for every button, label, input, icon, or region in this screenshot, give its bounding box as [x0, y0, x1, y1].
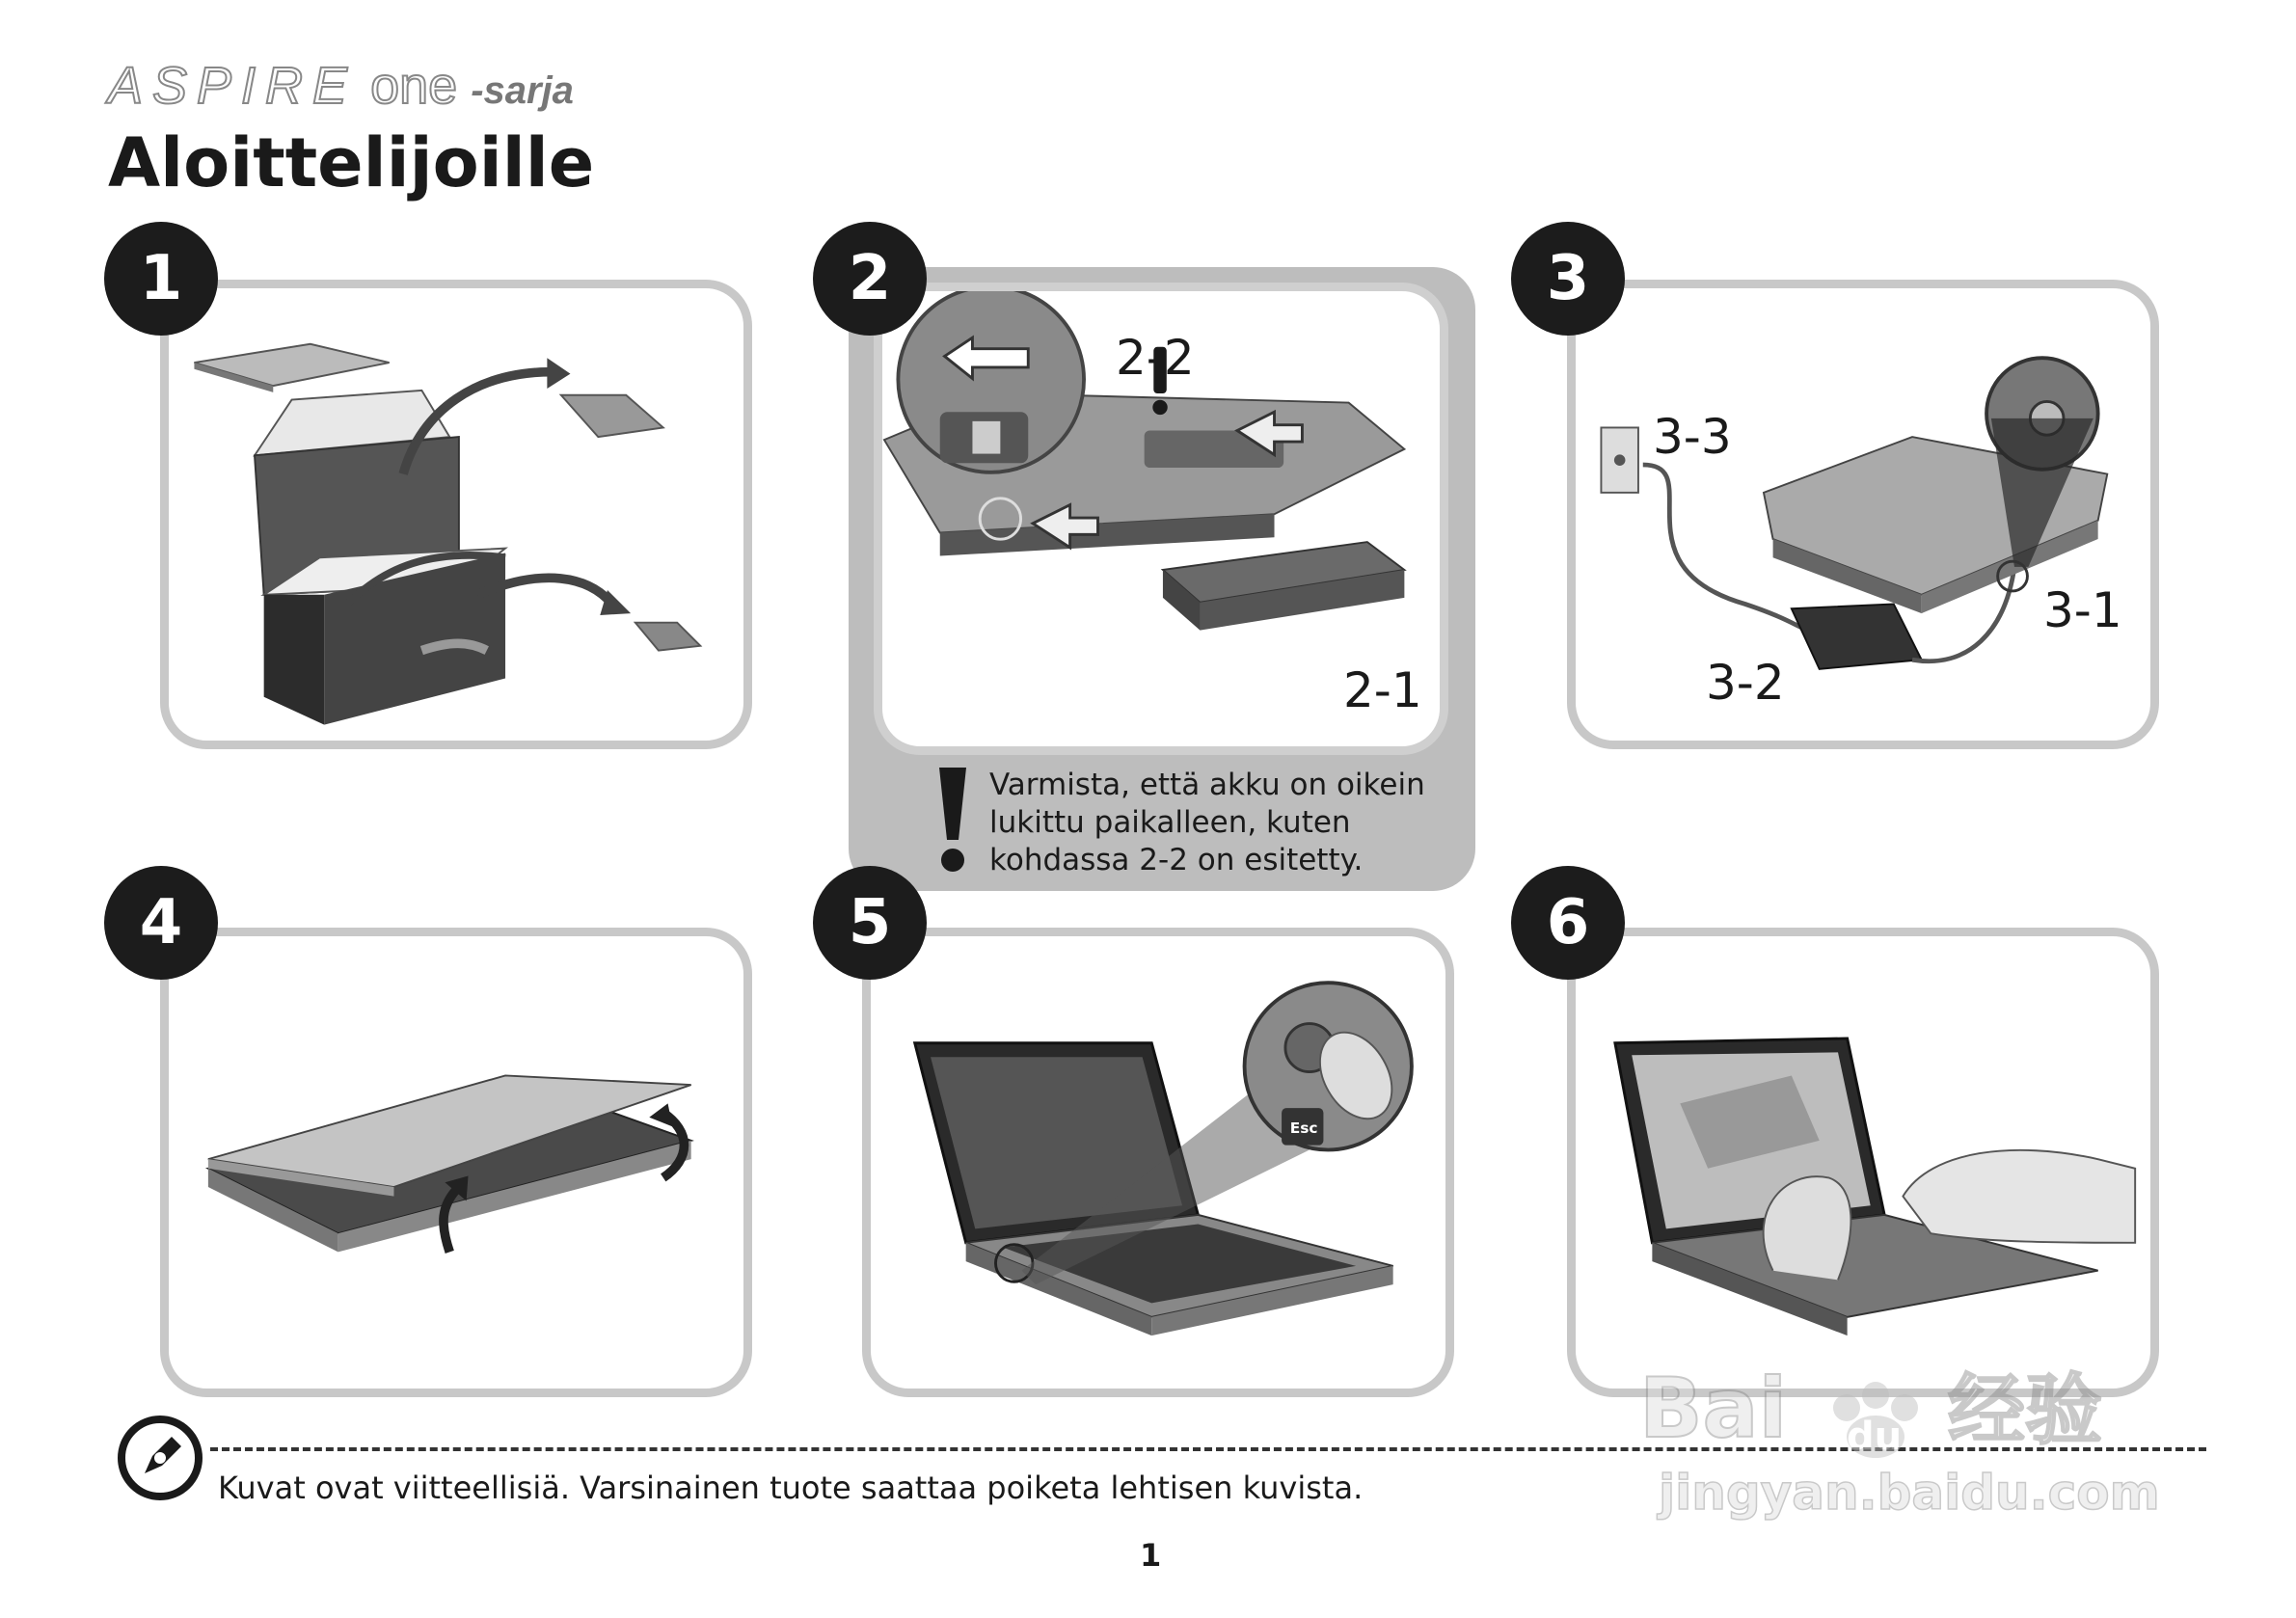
step-2-badge: 2 — [813, 222, 927, 336]
watermark-brand: Bai — [1639, 1361, 1788, 1457]
esc-key-label: Esc — [1289, 1119, 1318, 1138]
brand-series: -sarja — [471, 69, 574, 112]
watermark-url: jingyan.baidu.com — [1659, 1465, 2160, 1521]
watermark-brand-suffix: du — [1847, 1415, 1903, 1459]
callout-3-3: 3-3 — [1653, 409, 1732, 465]
power-adapter-illustration — [1576, 288, 2150, 741]
open-lid-illustration — [169, 936, 743, 1389]
step-3-badge: 3 — [1511, 222, 1625, 336]
brand-one-logo: one — [370, 57, 458, 115]
step-1-badge: 1 — [104, 222, 218, 336]
step-2-note — [989, 767, 1452, 879]
page-title: Aloittelijoille — [108, 123, 595, 202]
step-4-panel — [160, 928, 752, 1397]
step-5-badge: 5 — [813, 866, 927, 980]
note-icon — [116, 1414, 204, 1502]
step-4-badge: 4 — [104, 866, 218, 980]
step-6-panel — [1567, 928, 2159, 1397]
brand-header — [108, 56, 574, 116]
baidu-watermark — [1639, 1355, 2179, 1528]
unboxing-illustration — [169, 288, 743, 741]
step-5-panel — [862, 928, 1454, 1397]
note-line: kohdassa 2-2 on esitetty. — [989, 843, 1364, 877]
brand-logo: ASPIRE — [108, 57, 358, 115]
callout-3-2: 3-2 — [1706, 655, 1785, 711]
callout-2-1: 2-1 — [1343, 662, 1422, 718]
step-3-panel — [1567, 280, 2159, 749]
watermark-cn: 经验 — [1948, 1365, 2102, 1455]
power-on-illustration — [871, 936, 1445, 1389]
note-line: Varmista, että akku on oikein — [989, 768, 1425, 802]
typing-illustration — [1576, 936, 2150, 1389]
callout-2-2: 2-2 — [1116, 330, 1195, 386]
page-number: 1 — [1140, 1537, 1162, 1574]
step-2-panel — [874, 283, 1448, 755]
step-1-panel — [160, 280, 752, 749]
note-line: lukittu paikalleen, kuten — [989, 805, 1351, 840]
footer-note: Kuvat ovat viitteellisiä. Varsinainen tuote saattaa poiketa lehtisen kuvista. — [218, 1470, 1364, 1506]
callout-3-1: 3-1 — [2043, 582, 2122, 638]
step-6-badge: 6 — [1511, 866, 1625, 980]
warning-icon — [933, 768, 972, 874]
